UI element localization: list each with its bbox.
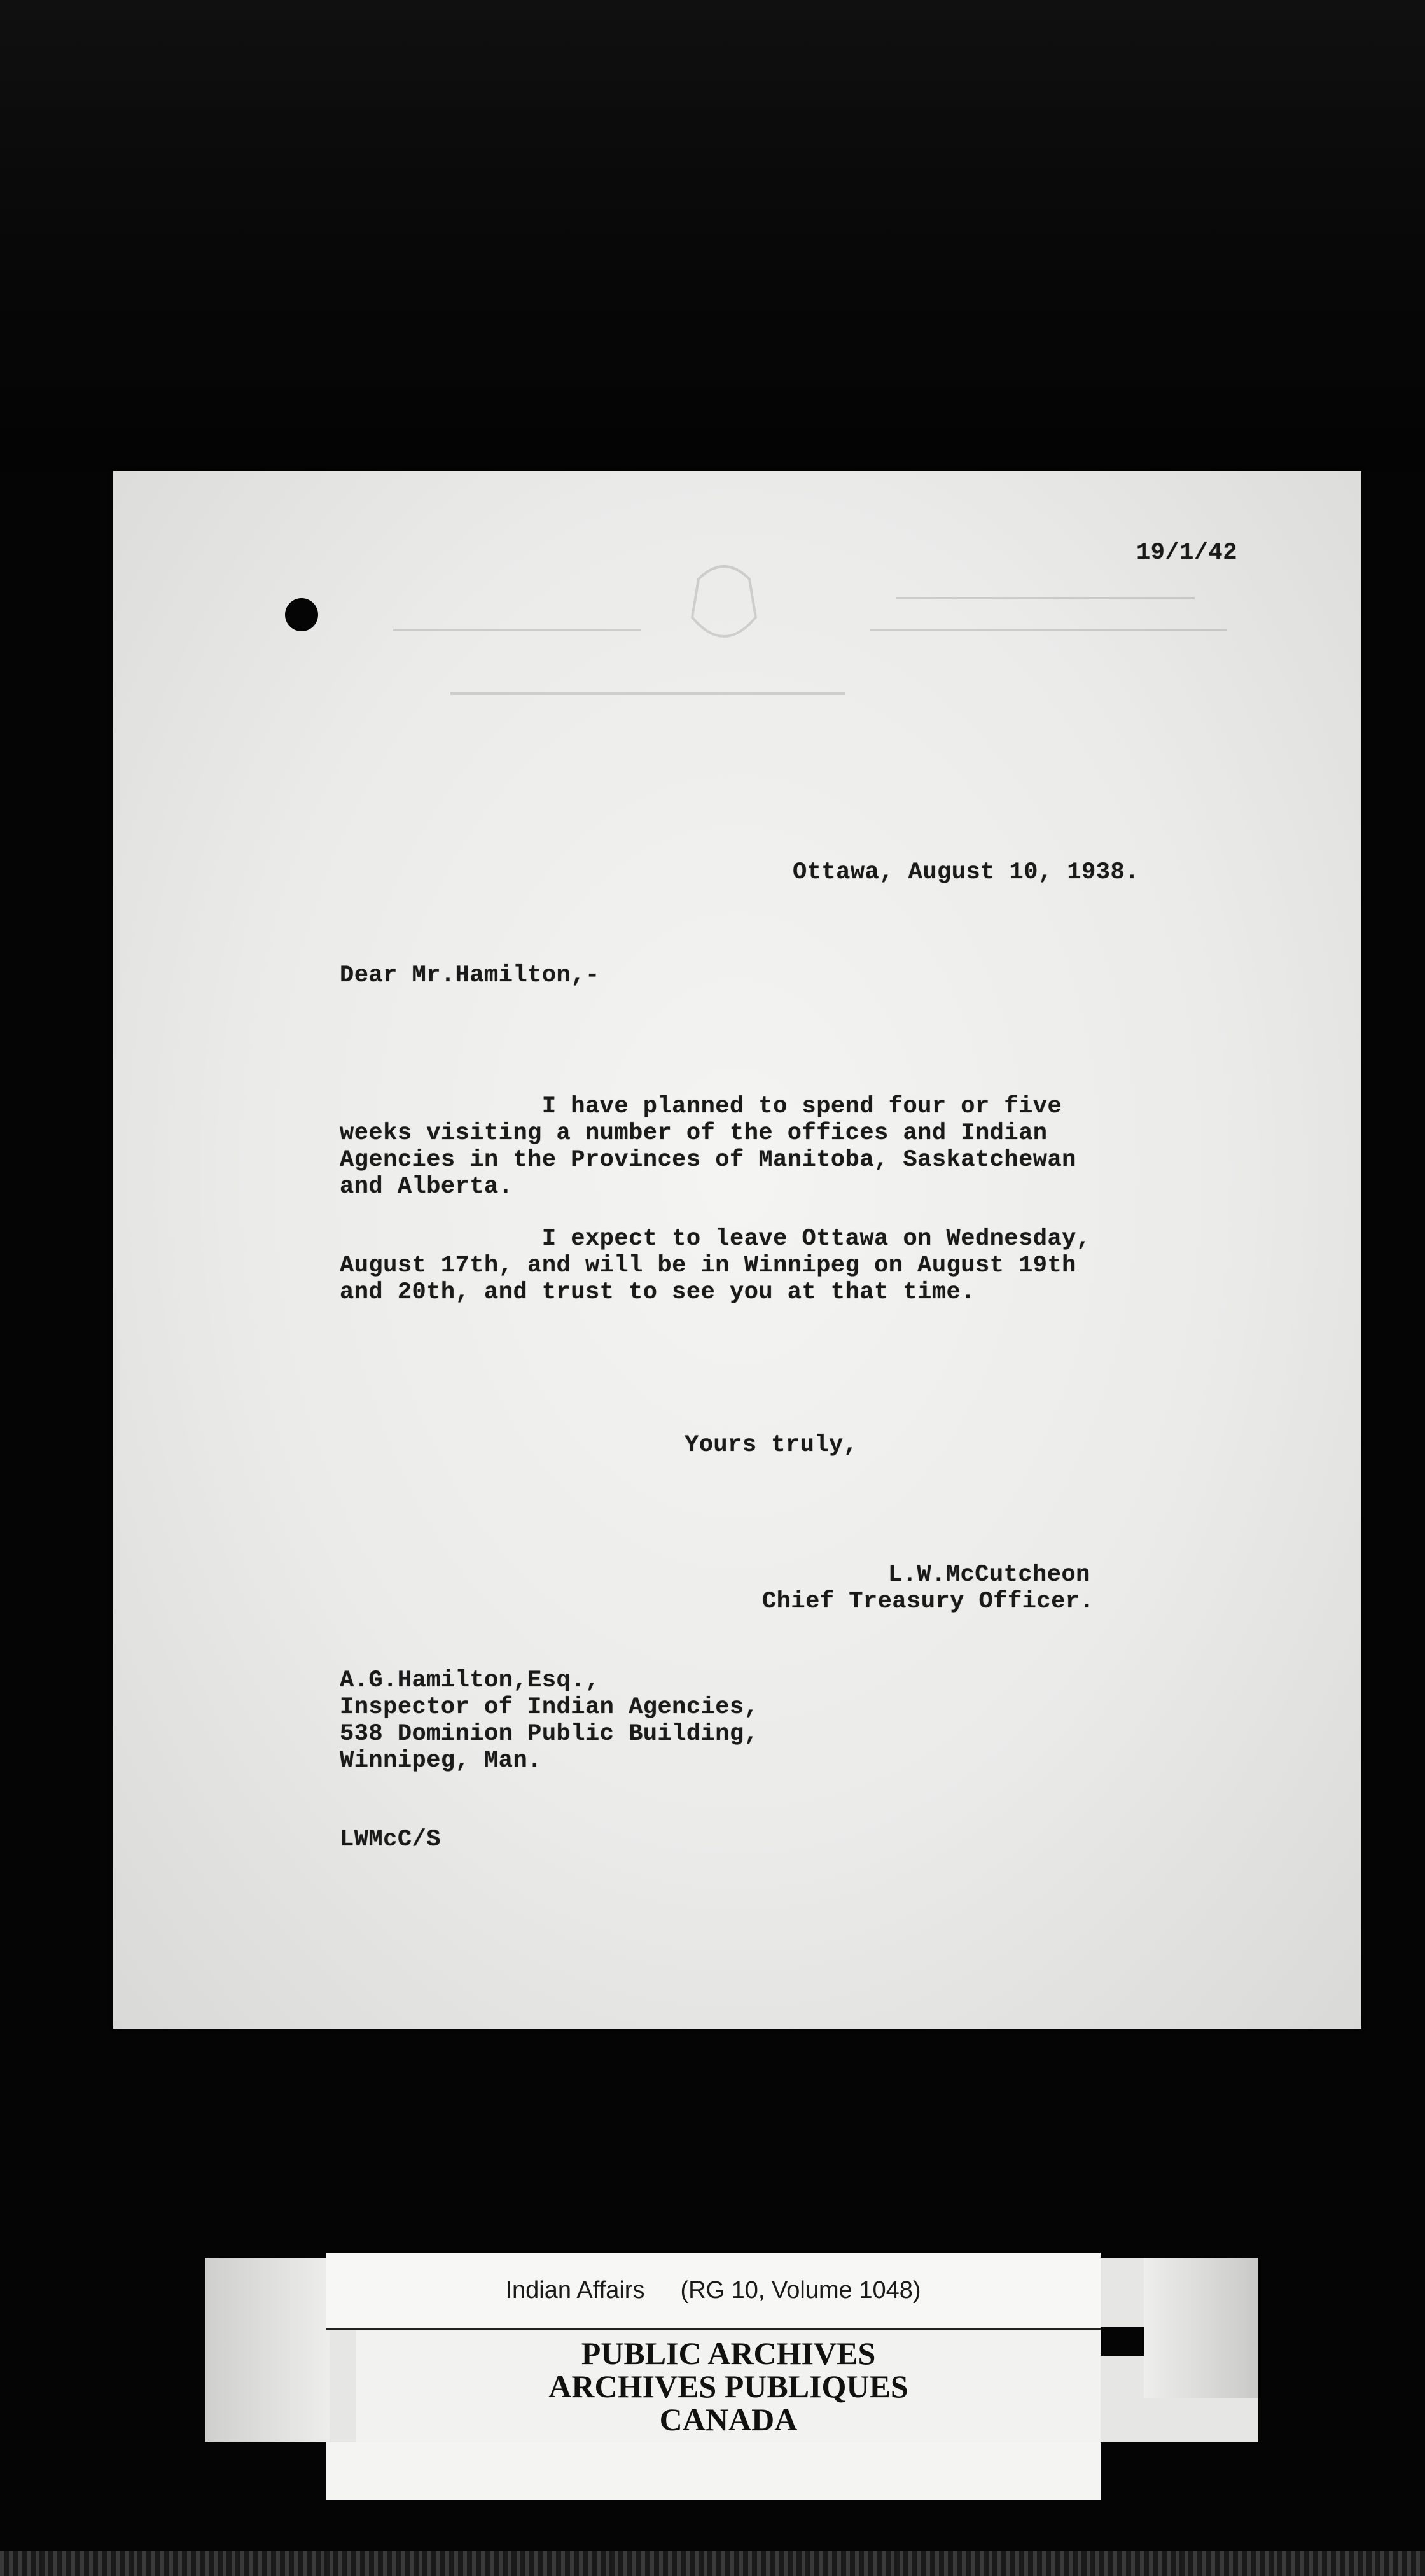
label-notch [1101,2327,1144,2356]
record-group: (RG 10, Volume 1048) [680,2276,921,2304]
signatory-name: L.W.McCutcheon [888,1562,1090,1588]
coat-of-arms-ghost [692,566,756,636]
salutation: Dear Mr.Hamilton,- [340,962,600,989]
paragraph-line: and Alberta. [340,1173,513,1200]
body-paragraph-1 [340,1093,1269,1200]
paragraph-line: I expect to leave Ottawa on Wednesday, [340,1226,1091,1252]
archive-reference-label [326,2253,1101,2330]
addressee-block [340,1667,758,1774]
typist-initials: LWMcC/S [340,1826,441,1853]
microfilm-border-top [0,0,1425,471]
archive-label-tab-left [205,2258,330,2442]
microfilm-border-bottom [0,2551,1425,2576]
addressee-line: Inspector of Indian Agencies, [340,1694,759,1721]
archive-label-tab-right [1144,2258,1258,2398]
complimentary-close: Yours truly, [685,1432,858,1459]
archive-label-bottom [326,2442,1101,2500]
paragraph-line: August 17th, and will be in Winnipeg on August 19th [340,1252,1076,1279]
collection-name: Indian Affairs [505,2276,645,2304]
letter-page [113,471,1361,2029]
body-paragraph-2 [340,1226,1269,1306]
addressee-line: 538 Dominion Public Building, [340,1721,759,1747]
paragraph-line: I have planned to spend four or five [340,1093,1062,1120]
addressee-line: Winnipeg, Man. [340,1747,542,1774]
archives-line-country: CANADA [659,2402,798,2437]
paragraph-line: and 20th, and trust to see you at that time. [340,1279,975,1306]
archives-line-french: ARCHIVES PUBLIQUES [548,2369,908,2404]
punch-hole [285,598,318,631]
paragraph-line: weeks visiting a number of the offices and Indian [340,1120,1048,1147]
archives-stamp [356,2330,1101,2442]
addressee-line: A.G.Hamilton,Esq., [340,1667,600,1694]
paragraph-line: Agencies in the Provinces of Manitoba, Saskatchewan [340,1147,1076,1173]
file-reference: 19/1/42 [1136,540,1237,566]
signatory-title: Chief Treasury Officer. [762,1588,1095,1615]
dateline: Ottawa, August 10, 1938. [793,859,1139,886]
archives-line-english: PUBLIC ARCHIVES [581,2335,876,2371]
